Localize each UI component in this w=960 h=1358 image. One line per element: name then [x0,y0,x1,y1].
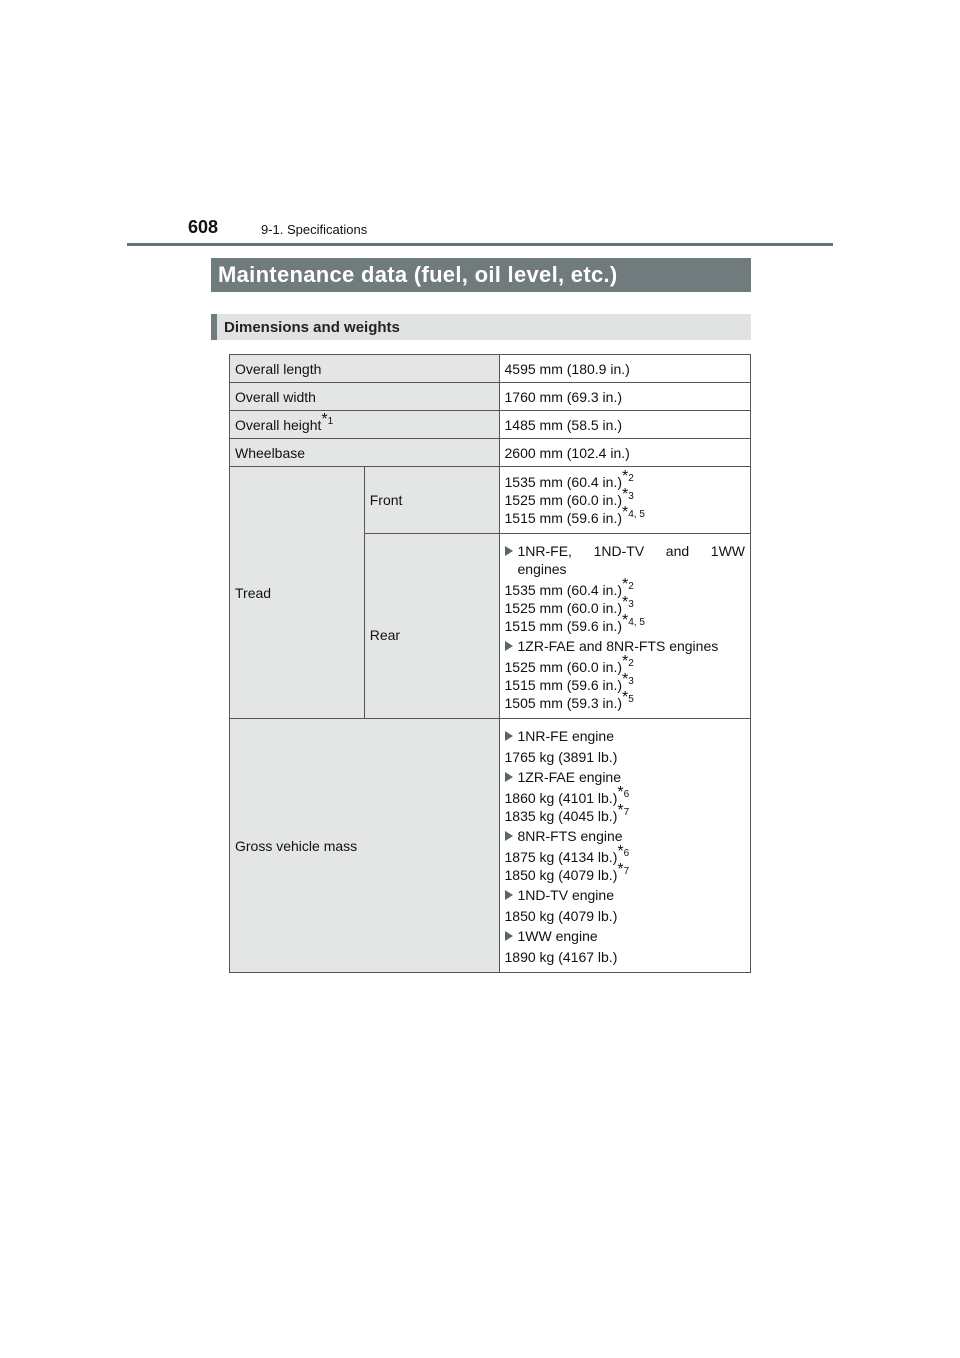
page-title-bar [211,258,751,292]
engine-heading-continued: engines [517,561,567,577]
triangle-bullet-icon [505,931,513,941]
triangle-bullet-icon [505,731,513,741]
table-row-gross-vehicle-mass [230,719,751,973]
header-rule [127,243,833,246]
row-label-text: Overall height [235,416,322,433]
table-row [230,355,751,383]
triangle-bullet-icon [505,772,513,782]
engine-heading: 1ZR-FAE and 8NR-FTS engines [505,637,746,655]
section-title: 9-1. Specifications [261,222,368,237]
subtitle-bar [211,314,751,340]
value-line: 1505 mm (59.3 in.)$^{*5}$ [504,689,634,711]
rear-label: Rear [364,534,499,719]
value-line: 1515 mm (59.6 in.)$^{*4, 5}$ [504,612,645,634]
row-value: 4595 mm (180.9 in.) [499,355,751,383]
tread-label: Tread [230,467,365,719]
row-label: Overall length [230,355,500,383]
front-values [499,467,751,534]
value-line: 1890 kg (4167 lb.) [504,949,618,965]
engine-heading: 8NR-FTS engine [505,827,746,845]
triangle-bullet-icon [505,890,513,900]
row-label [230,411,500,439]
table-row [230,439,751,467]
page-title: Maintenance data (fuel, oil level, etc.) [218,262,618,287]
value-line: 1525 mm (60.0 in.)$^{*3}$ [504,594,634,616]
triangle-bullet-icon [505,831,513,841]
row-value: 1760 mm (69.3 in.) [499,383,751,411]
value-line: 1535 mm (60.4 in.)$^{*2}$ [504,468,634,490]
row-label: Overall width [230,383,500,411]
page-number: 608 [188,217,219,237]
specifications-table [229,354,751,973]
value-line: 1765 kg (3891 lb.) [504,749,618,765]
table-row [230,411,751,439]
row-value: 2600 mm (102.4 in.) [499,439,751,467]
engine-heading: 1NR-FE, 1ND-TV and 1WW [505,542,746,560]
subtitle: Dimensions and weights [224,319,400,336]
value-line: 1850 kg (4079 lb.) [504,908,618,924]
engine-heading: 1ZR-FAE engine [505,768,746,786]
value-line: 1835 kg (4045 lb.)$^{*7}$ [504,802,630,824]
value-line: 1535 mm (60.4 in.)$^{*2}$ [504,576,634,598]
table-row-tread-front [230,467,751,534]
gross-vehicle-mass-values [499,719,751,973]
value-line: 1515 mm (59.6 in.)$^{*4, 5}$ [504,504,645,526]
row-label: Wheelbase [230,439,500,467]
value-line: 1515 mm (59.6 in.)$^{*3}$ [504,671,634,693]
value-line: 1525 mm (60.0 in.)$^{*3}$ [504,486,634,508]
triangle-bullet-icon [505,546,513,556]
triangle-bullet-icon [505,641,513,651]
engine-heading: 1NR-FE engine [505,727,746,745]
engine-heading: 1ND-TV engine [505,886,746,904]
value-line: 1525 mm (60.0 in.)$^{*2}$ [504,653,634,675]
value-line: 1875 kg (4134 lb.)$^{*6}$ [504,843,630,865]
front-label: Front [364,467,499,534]
table-row [230,383,751,411]
rear-values [499,534,751,719]
row-value: 1485 mm (58.5 in.) [499,411,751,439]
value-line: 1850 kg (4079 lb.)$^{*7}$ [504,861,630,883]
value-line: 1860 kg (4101 lb.)$^{*6}$ [504,784,630,806]
gross-vehicle-mass-label: Gross vehicle mass [230,719,500,973]
footnote-ref: *1 [321,410,334,428]
engine-heading: 1WW engine [505,927,746,945]
